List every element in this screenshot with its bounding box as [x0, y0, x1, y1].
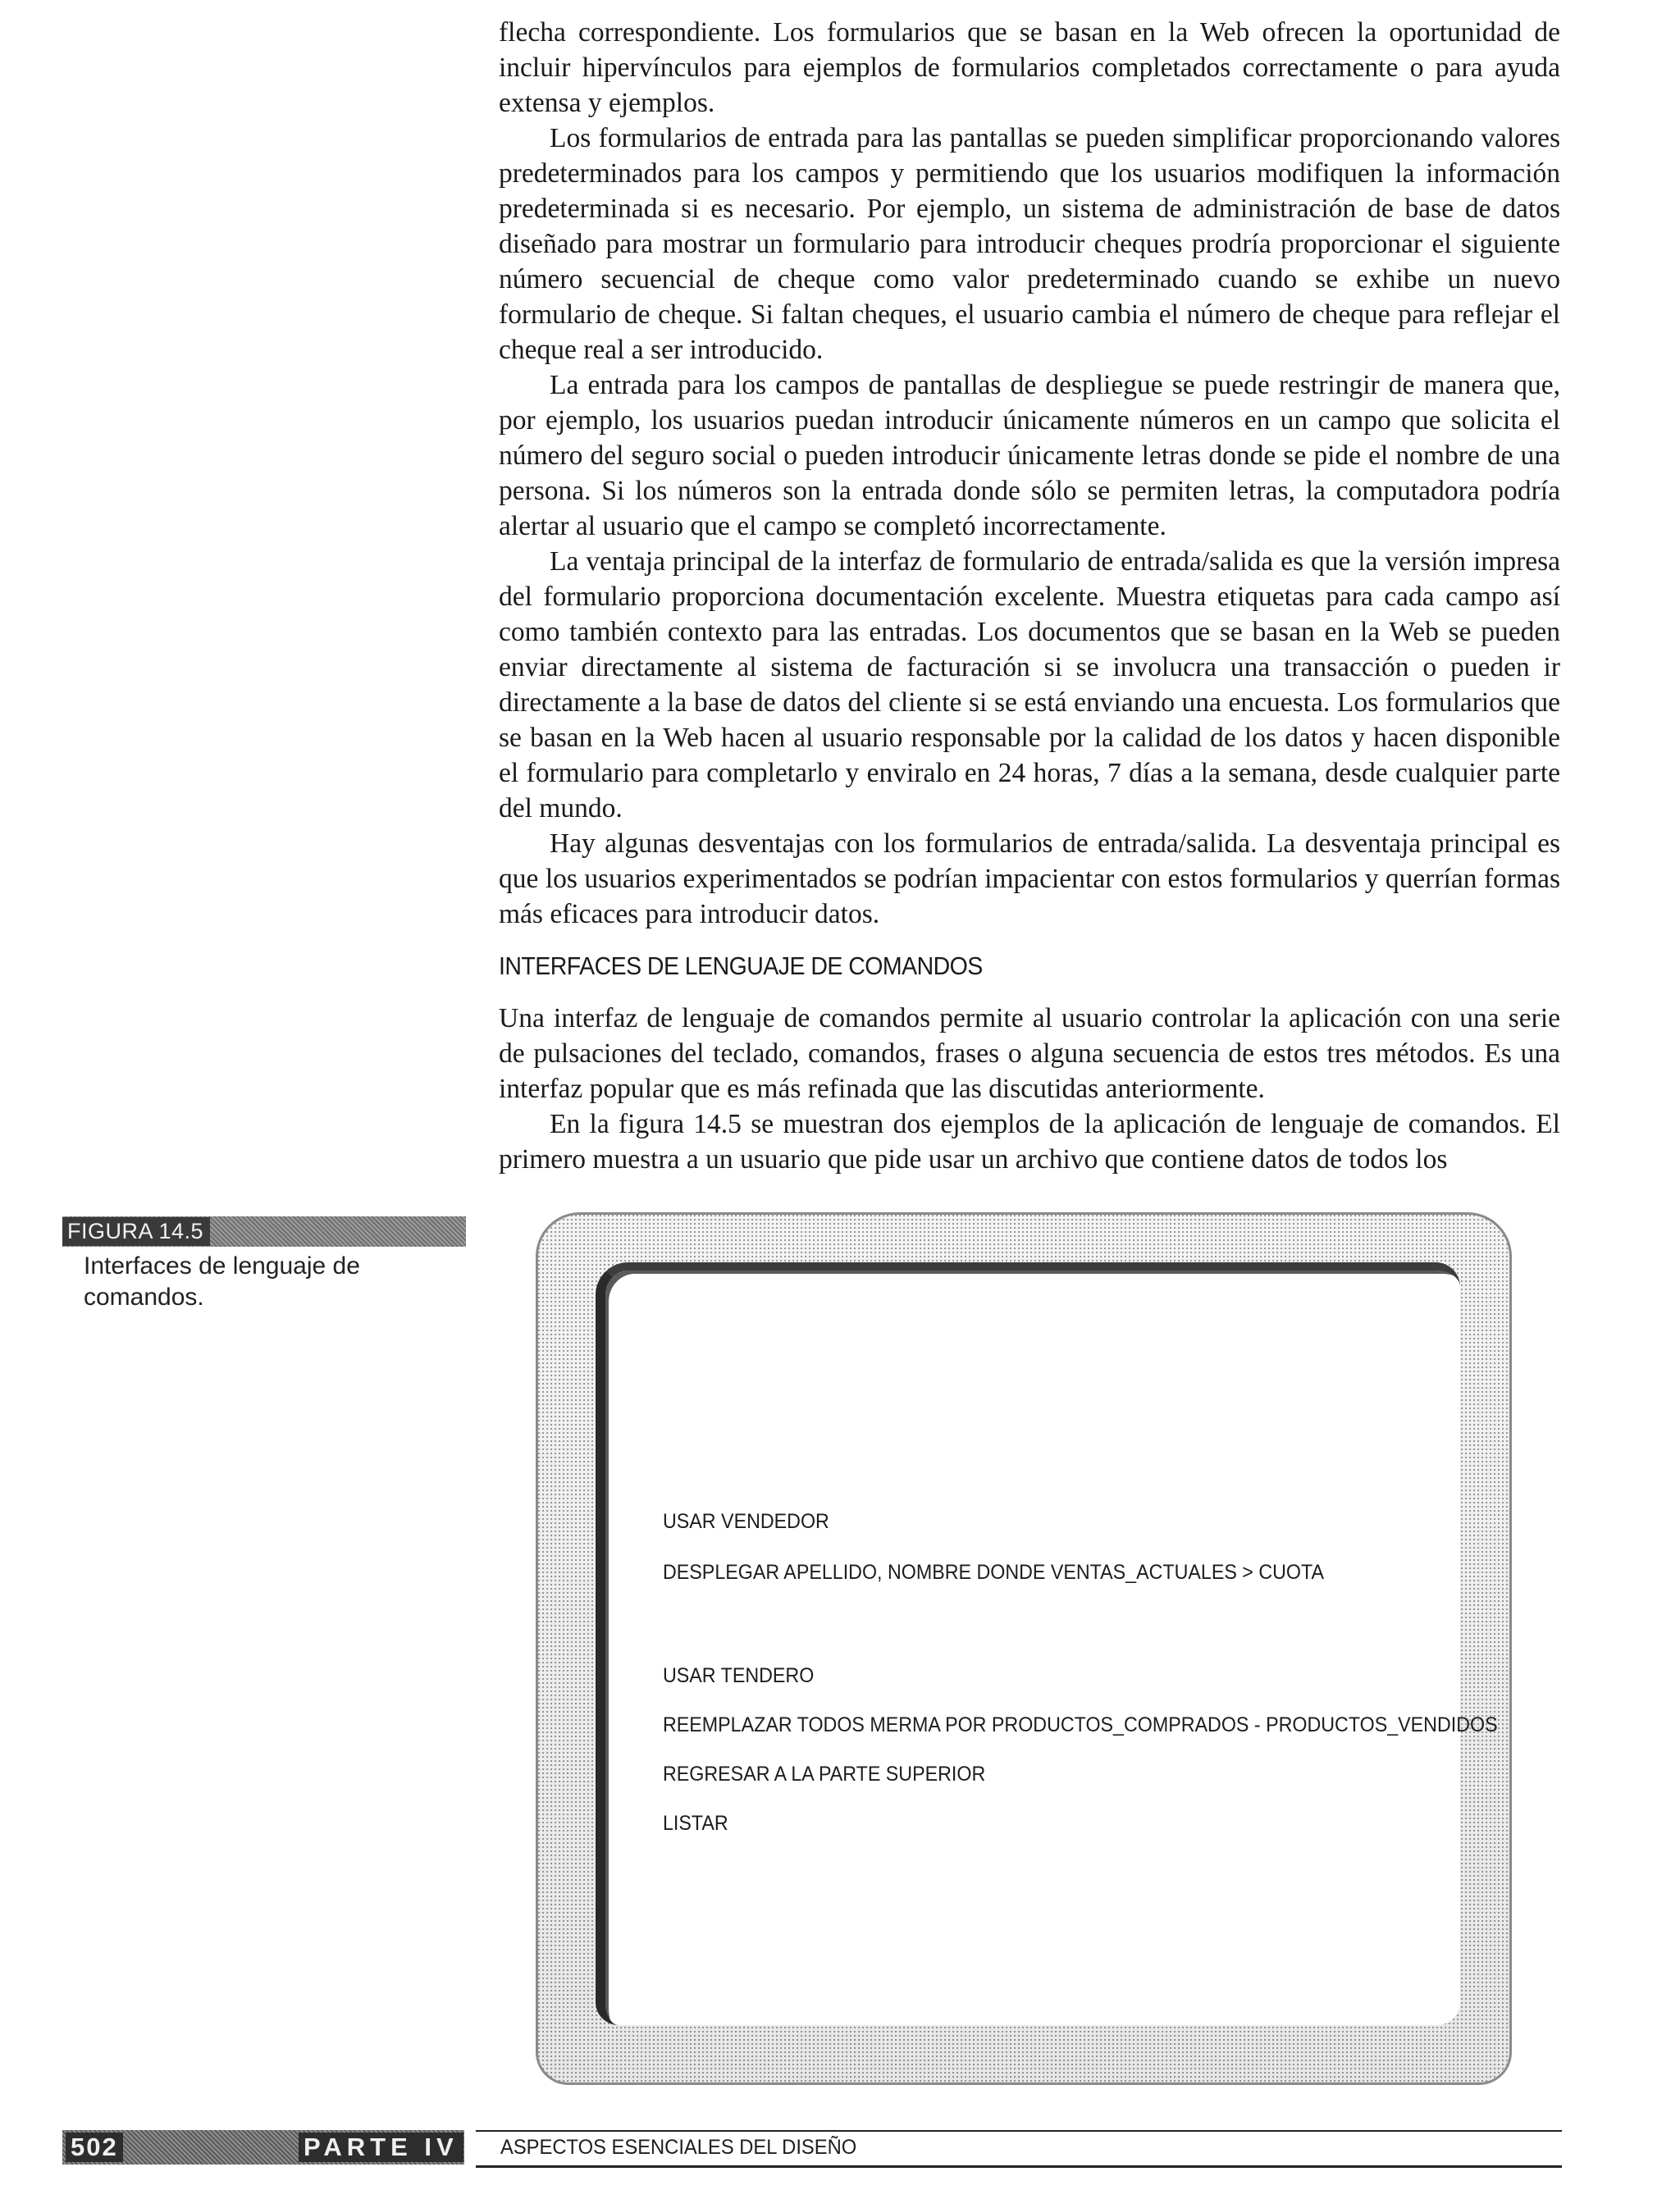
command-line: USAR VENDEDOR: [663, 1510, 829, 1533]
paragraph: flecha correspondiente. Los formularios que se basan en la Web ofrecen la oportunidad de incluir hipervínculos para ejemplos de formularios completados correctamente o para ayuda extensa y ejemplos.: [499, 17, 1560, 118]
section-text: [499, 1001, 1560, 1177]
figure-label: [62, 1216, 466, 1247]
footer-rule: [476, 2165, 1562, 2168]
command-line: DESPLEGAR APELLIDO, NOMBRE DONDE VENTAS_ACTUALES > CUOTA: [663, 1561, 1325, 1584]
footer-rule: [476, 2130, 1562, 2132]
monitor-screen: [596, 1262, 1498, 2025]
part-label: PARTE IV: [299, 2133, 463, 2162]
paragraph: En la figura 14.5 se muestran dos ejemplos de la aplicación de lenguaje de comandos. El primero muestra a un usuario que pide usar un archivo que contiene datos de todos los: [499, 1109, 1560, 1175]
command-line: USAR TENDERO: [663, 1664, 815, 1687]
paragraph: La ventaja principal de la interfaz de formulario de entrada/salida es que la versión impresa del formulario proporciona documentación excelente. Muestra etiquetas para cada campo así como también contexto para las entradas. Los documentos que se basan en la Web se pueden enviar directamente al sistema de facturación si se involucra una transacción o pueden ir directamente a la base de datos del cliente si se está enviando una encuesta. Los formularios que se basan en la Web hacen al usuario responsable por la calidad de los datos y hacen disponible el formulario para completarlo y enviralo en 24 horas, 7 días a la semana, desde cualquier parte del mundo.: [499, 546, 1560, 823]
section-heading: INTERFACES DE LENGUAJE DE COMANDOS: [499, 951, 983, 980]
figure-label-text: FIGURA 14.5: [62, 1217, 210, 1246]
command-line: REGRESAR A LA PARTE SUPERIOR: [663, 1763, 986, 1786]
body-text: [499, 15, 1560, 932]
paragraph: Los formularios de entrada para las pantallas se pueden simplificar proporcionando valores predeterminados para los campos y permitiendo que los usuarios modifiquen la información predeterminada si es necesario. Por ejemplo, un sistema de administración de base de datos diseñado para mostrar un formulario para introducir cheques prodría proporcionar el siguiente número secuencial de cheque como valor predeterminado cuando se exhibe un nuevo formulario de cheque. Si faltan cheques, el usuario cambia el número de cheque para reflejar el cheque real a ser introducido.: [499, 123, 1560, 365]
figure-caption: Interfaces de lenguaje de comandos.: [84, 1252, 360, 1311]
command-line: REEMPLAZAR TODOS MERMA POR PRODUCTOS_COMPRADOS - PRODUCTOS_VENDIDOS: [663, 1713, 1498, 1736]
page-number: 502: [66, 2133, 123, 2162]
paragraph: Una interfaz de lenguaje de comandos permite al usuario controlar la aplicación con una serie de pulsaciones del teclado, comandos, frases o alguna secuencia de estos tres métodos. Es una interfaz popular que es más refinada que las discutidas anteriormente.: [499, 1003, 1560, 1104]
monitor-illustration: [536, 1212, 1512, 2085]
command-line: LISTAR: [663, 1812, 728, 1835]
paragraph: Hay algunas desventajas con los formularios de entrada/salida. La desventaja principal es que los usuarios experimentados se podrían impacientar con estos formularios y querrían formas más eficaces para introducir datos.: [499, 828, 1560, 929]
running-title: ASPECTOS ESENCIALES DEL DISEÑO: [500, 2136, 857, 2159]
paragraph: La entrada para los campos de pantallas de despliegue se puede restringir de manera que, por ejemplo, los usuarios puedan introducir únicamente números en un campo que solicita el número del seguro social o pueden introducir únicamente letras donde se pide el nombre de una persona. Si los números son la entrada donde sólo se permiten letras, la computadora podría alertar al usuario que el campo se completó incorrectamente.: [499, 370, 1560, 541]
